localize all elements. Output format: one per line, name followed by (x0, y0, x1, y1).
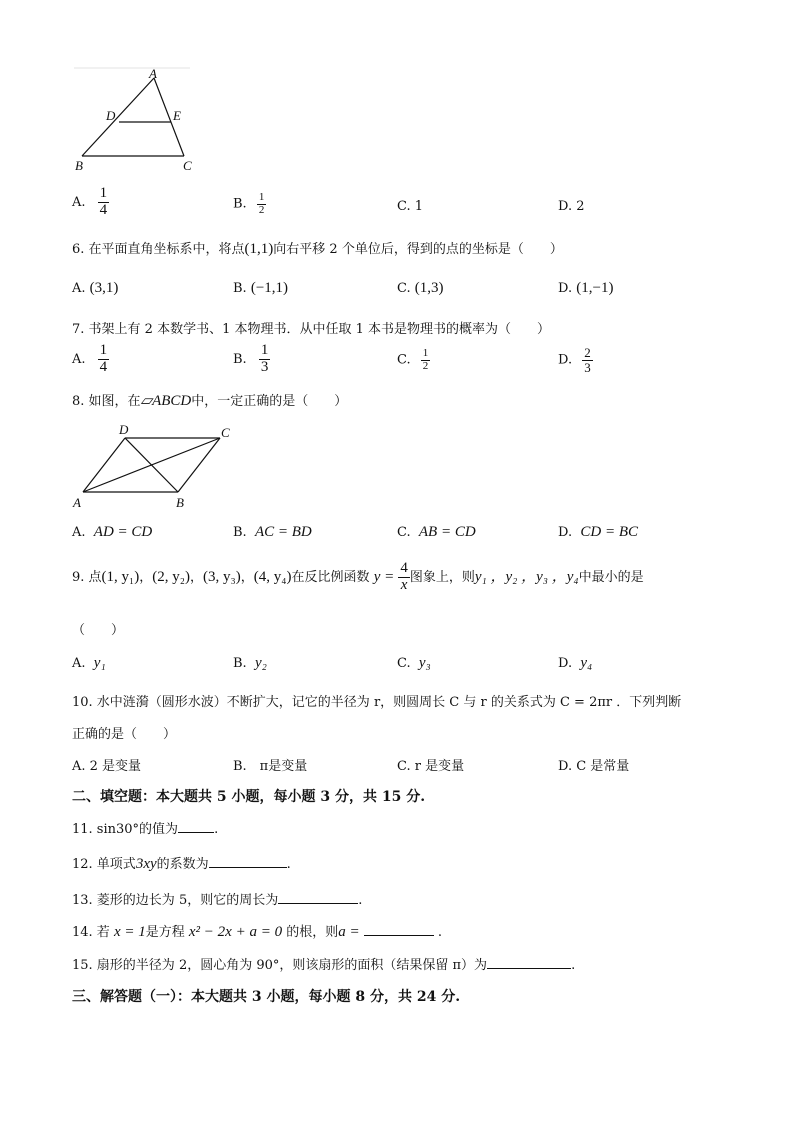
q6-option-c: C. (1,3) (397, 280, 444, 296)
label-e: E (173, 108, 181, 123)
triangle-diagram (70, 64, 200, 176)
q8-shape: ▱ABCD (140, 393, 192, 409)
q9-func-lhs: y = (373, 568, 395, 585)
q15-answer-blank[interactable] (487, 956, 571, 969)
q10-option-d: D. C 是常量 (558, 759, 630, 774)
q14: 14. 若 x = 1是方程 x² − 2x + a = 0 的根，则a = . (72, 924, 443, 940)
q12-answer-blank[interactable] (209, 855, 287, 868)
q7-option-b: B. $\frac{1}{3}$ (233, 342, 269, 375)
label-b: B (176, 495, 184, 510)
q10-option-a: A. 2 是变量 (72, 759, 142, 774)
q8-option-d: D. CD = BC (558, 524, 638, 540)
parallelogram-figure (70, 420, 240, 512)
q8-option-b: B. AC = BD (233, 524, 312, 540)
q5-option-d: D. 2 (558, 199, 585, 214)
q11: 11. sin30°的值为 . (72, 822, 219, 837)
q12: 12. 单项式3xy的系数为 . (72, 856, 291, 872)
q8-option-a: A. AD = CD (72, 524, 153, 540)
q6-option-a: A. (3,1) (72, 280, 119, 296)
label-a: A (149, 66, 157, 81)
q9-option-c: C. y₃ (397, 655, 431, 671)
q6-option-d: D. (1,−1) (558, 280, 614, 296)
q5-option-c: C. 1 (397, 199, 424, 214)
q7-option-a: A. $\frac{1}{4}$ (72, 342, 108, 375)
q10-option-c: C. r 是变量 (397, 759, 465, 774)
q9-option-d: D. y₄ (558, 655, 593, 671)
label-c: C (183, 158, 192, 173)
q13-answer-blank[interactable] (278, 891, 358, 904)
label-d: D (106, 108, 116, 123)
section3-heading: 三、解答题（一）：本大题共 3 小题，每小题 8 分，共 24 分. (72, 989, 461, 1005)
q8-option-c: C. AB = CD (397, 524, 476, 540)
q9-option-b: B. y₂ (233, 655, 267, 671)
q6-stem: 6. 在平面直角坐标系中，将点(1,1)向右平移 2 个单位后，得到的点的坐标是（ ） (72, 241, 563, 257)
q10-stem-line2: 正确的是（ ） (72, 727, 177, 742)
q13: 13. 菱形的边长为 5，则它的周长为 . (72, 893, 363, 908)
q5-option-b: B. $\frac{1}{2}$ (233, 191, 265, 216)
q15: 15. 扇形的半径为 2，圆心角为 90°，则该扇形的面积（结果保留 π）为 . (72, 958, 576, 973)
q7-stem: 7. 书架上有 2 本数学书、1 本物理书．从中任取 1 本书是物理书的概率为（ ） (72, 322, 551, 337)
q8-stem: 8. 如图，在▱ABCD中，一定正确的是（ ） (72, 393, 348, 409)
label-a: A (73, 495, 81, 510)
q11-answer-blank[interactable] (178, 820, 214, 833)
q7-option-c: C. $\frac{1}{2}$ (397, 347, 429, 372)
label-c: C (221, 425, 230, 440)
q5-b-fraction: $\frac{1}{2}$ (258, 191, 265, 216)
label-d: D (119, 422, 129, 437)
section2-heading: 二、填空题：本大题共 5 小题，每小题 3 分，共 15 分. (72, 789, 426, 805)
q6-point: (1,1) (244, 241, 274, 257)
parallelogram-diagram (70, 420, 240, 512)
q9-func-fraction: $\frac{4}{x}$ (400, 560, 408, 593)
triangle-figure (70, 64, 200, 176)
q9-stem: 9. 点(1, y₁)，(2, y₂)，(3, y₃)，(4, y₄)在反比例函数 y = $\frac{4}{x}$ 图象上，则y₁ ，y₂ ，y₃ ，y₄中最小的是 (72, 560, 644, 593)
q5-a-fraction: $\frac{1}{4}$ (99, 185, 108, 218)
label-b: B (75, 158, 83, 173)
q9-paren: （ ） (72, 623, 125, 638)
q6-option-b: B. (−1,1) (233, 280, 289, 296)
q14-answer-blank[interactable] (364, 923, 434, 936)
q7-option-d: D. $\frac{2}{3}$ (558, 345, 591, 375)
q10-option-b: B. π是变量 (233, 759, 308, 774)
q5-option-a: A. $\frac{1}{4}$ (72, 185, 108, 218)
q10-stem-line1: 10. 水中涟漪（圆形水波）不断扩大，记它的半径为 r，则圆周长 C 与 r 的关系式为 C = 2πr ．下列判断 (72, 695, 682, 710)
q9-option-a: A. y₁ (72, 655, 106, 671)
